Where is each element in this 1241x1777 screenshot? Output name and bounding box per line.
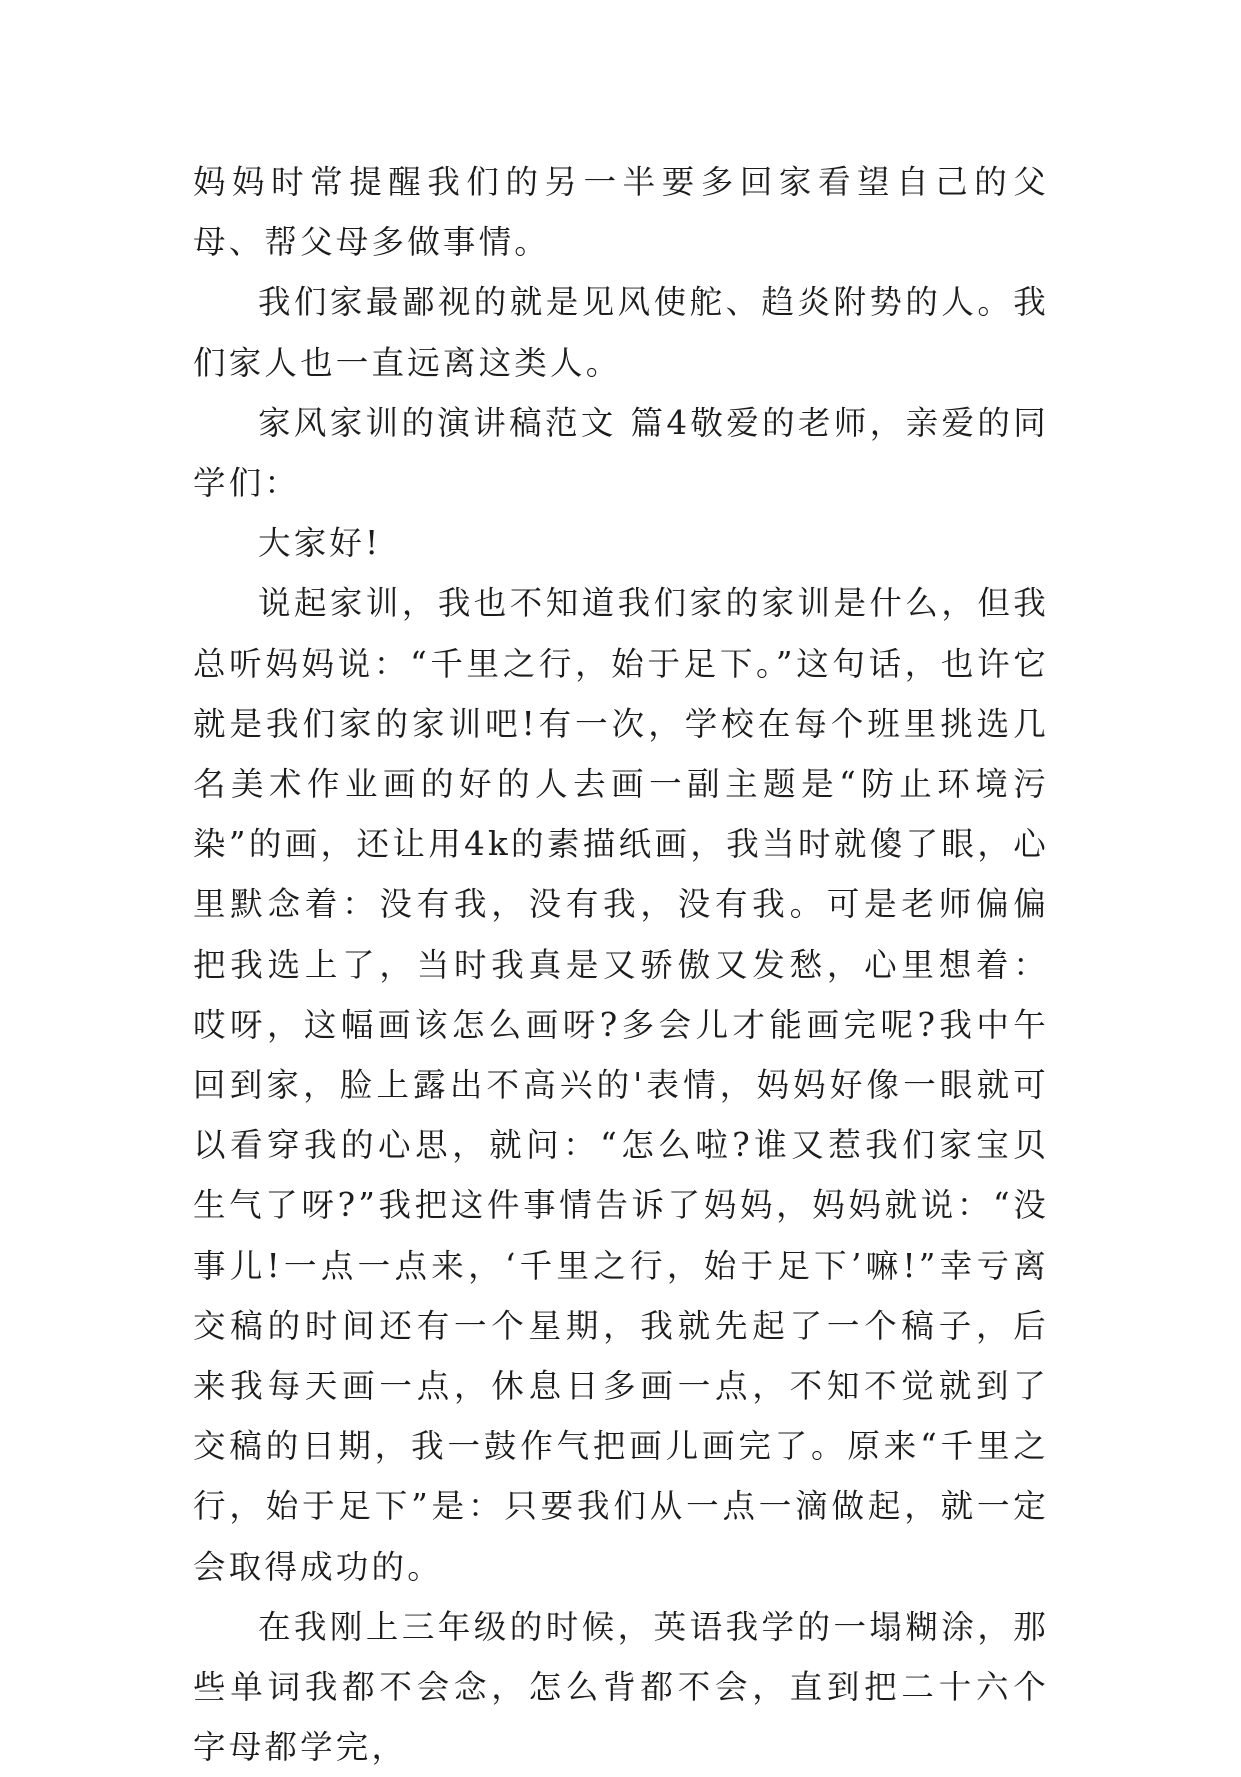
- paragraph: 说起家训，我也不知道我们家的家训是什么，但我总听妈妈说：“千里之行，始于足下。”这句话，也许它就是我们家的家训吧!有一次，学校在每个班里挑选几名美术作业画的好的人去画一副主题是“防止环境污染”的画，还让用4k的素描纸画，我当时就傻了眼，心里默念着：没有我，没有我，没有我。可是老师偏偏把我选上了，当时我真是又骄傲又发愁，心里想着：哎呀，这幅画该怎么画呀?多会儿才能画完呢?我中午回到家，脸上露出不高兴的'表情，妈妈好像一眼就可以看穿我的心思，就问：“怎么啦?谁又惹我们家宝贝生气了呀?”我把这件事情告诉了妈妈，妈妈就说：“没事儿!一点一点来，‘千里之行，始于足下’嘛!”幸亏离交稿的时间还有一个星期，我就先起了一个稿子，后来我每天画一点，休息日多画一点，不知不觉就到了交稿的日期，我一鼓作气把画儿画完了。原来“千里之行，始于足下”是：只要我们从一点一滴做起，就一定会取得成功的。: [193, 584, 1049, 1586]
- paragraph-speech-heading: 家风家训的演讲稿范文 篇4敬爱的老师，亲爱的同学们：: [193, 403, 1049, 503]
- paragraph: 在我刚上三年级的时候，英语我学的一塌糊涂，那些单词我都不会念，怎么背都不会，直到把二十六个字母都学完，: [193, 1607, 1049, 1767]
- paragraph: 我们家最鄙视的就是见风使舵、趋炎附势的人。我们家人也一直远离这类人。: [193, 283, 1049, 382]
- paragraph-continuation: 妈妈时常提醒我们的另一半要多回家看望自己的父母、帮父母多做事情。: [193, 163, 1049, 262]
- document-body: [193, 152, 1049, 1777]
- paragraph-greeting: 大家好!: [258, 524, 382, 563]
